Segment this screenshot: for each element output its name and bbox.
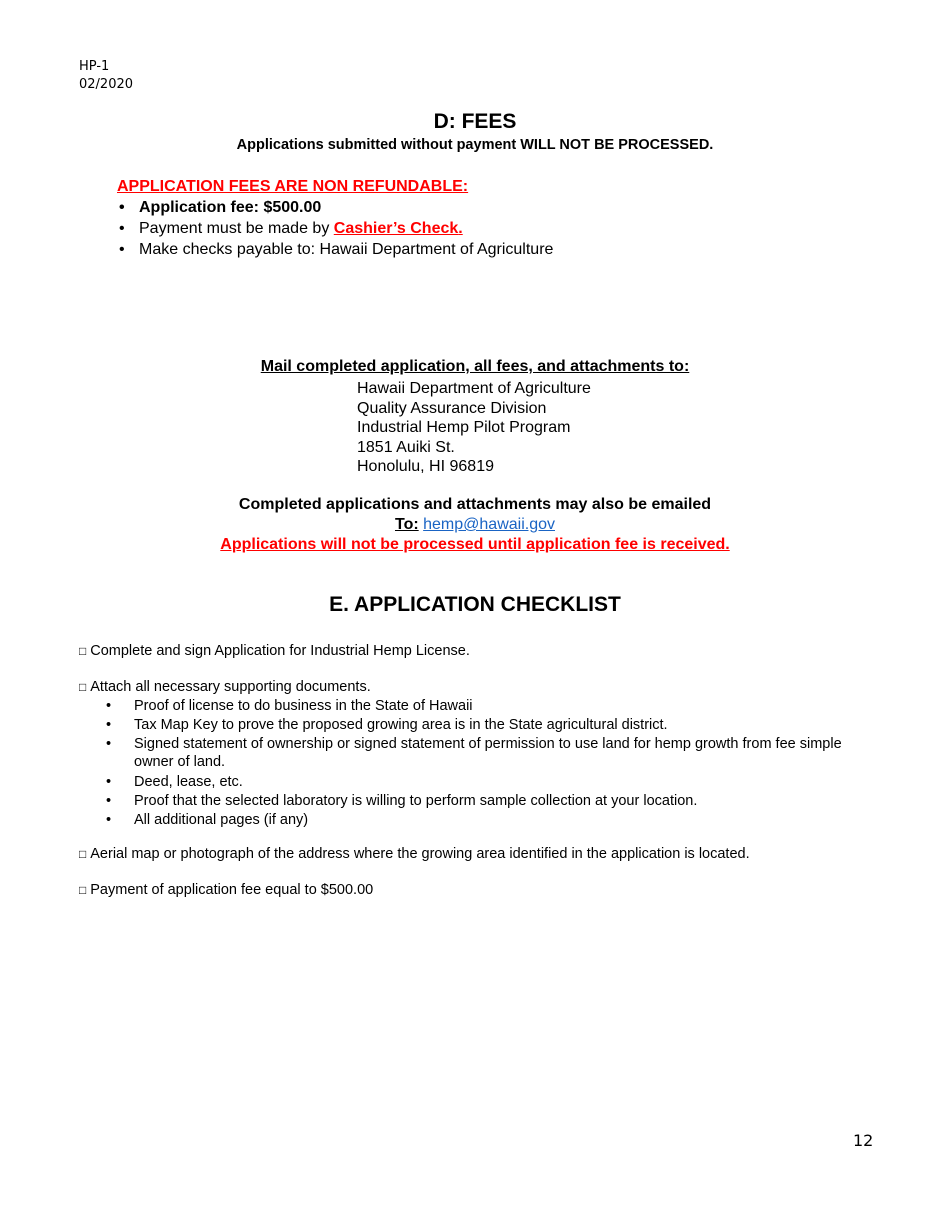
fee-item-payment <box>117 219 553 240</box>
checklist-item-payment <box>79 882 373 898</box>
fee-list <box>117 198 553 261</box>
email-to-line <box>0 516 950 534</box>
address-line: Industrial Hemp Pilot Program <box>357 419 571 436</box>
payable-text: Make checks payable to: Hawaii Department of Agriculture <box>139 241 554 258</box>
checkbox-icon: □ <box>79 883 87 897</box>
email-link[interactable]: hemp@hawaii.gov <box>423 516 555 533</box>
checklist-item-aerial-map <box>79 846 750 862</box>
nonrefundable-notice: APPLICATION FEES ARE NON REFUNDABLE: <box>117 178 469 195</box>
address-line: Honolulu, HI 96819 <box>357 458 494 475</box>
form-code: HP-1 <box>79 59 110 74</box>
checkbox-icon: □ <box>79 644 87 658</box>
document-item: • Deed, lease, etc. <box>104 773 864 791</box>
address-line: 1851 Auiki St. <box>357 438 455 456</box>
fee-amount-text: Application fee: $500.00 <box>139 199 322 216</box>
address-line: Hawaii Department of Agriculture <box>357 380 591 397</box>
checklist-item-application <box>79 643 470 659</box>
document-item: • Proof that the selected laboratory is willing to perform sample collection at your location. <box>104 792 864 810</box>
checklist-item-documents <box>79 679 371 695</box>
document-item: • Signed statement of ownership or signed statement of permission to use land for hemp growth from fee simple owner of land. <box>104 735 864 771</box>
form-date: 02/2020 <box>79 77 134 92</box>
document-item: • Tax Map Key to prove the proposed growing area is in the State agricultural district. <box>104 716 864 734</box>
processing-warning: Applications will not be processed until application fee is received. <box>220 536 730 553</box>
payment-method: Cashier’s Check <box>333 220 459 237</box>
email-to-label: To: <box>394 516 419 533</box>
checklist-item-text: Complete and sign Application for Industrial Hemp License. <box>90 643 470 659</box>
mailing-address <box>357 379 591 477</box>
fee-item-amount <box>117 198 553 219</box>
email-heading: Completed applications and attachments may also be emailed <box>238 496 712 513</box>
checklist-item-text: Aerial map or photograph of the address where the growing area identified in the application is located. <box>90 846 750 862</box>
form-header <box>79 58 133 94</box>
page-number: 12 <box>853 1131 874 1150</box>
document-item: • All additional pages (if any) <box>104 811 864 829</box>
address-line: Quality Assurance Division <box>357 399 547 417</box>
checklist-item-text: Payment of application fee equal to $500.00 <box>90 882 374 898</box>
checkbox-icon: □ <box>79 847 87 861</box>
fees-title: D: FEES <box>433 110 517 133</box>
checklist-item-text: Attach all necessary supporting documents. <box>90 679 371 695</box>
fees-subtitle: Applications submitted without payment WILL NOT BE PROCESSED. <box>236 137 714 153</box>
payment-suffix: . <box>458 220 463 237</box>
fee-item-payable <box>117 240 553 261</box>
checkbox-icon: □ <box>79 680 87 694</box>
checklist-title: E. APPLICATION CHECKLIST <box>329 593 621 616</box>
payment-prefix: Payment must be made by <box>139 220 334 237</box>
mail-heading: Mail completed application, all fees, and attachments to: <box>260 358 690 375</box>
supporting-documents-list <box>104 697 864 830</box>
document-item: • Proof of license to do business in the State of Hawaii <box>104 697 864 715</box>
